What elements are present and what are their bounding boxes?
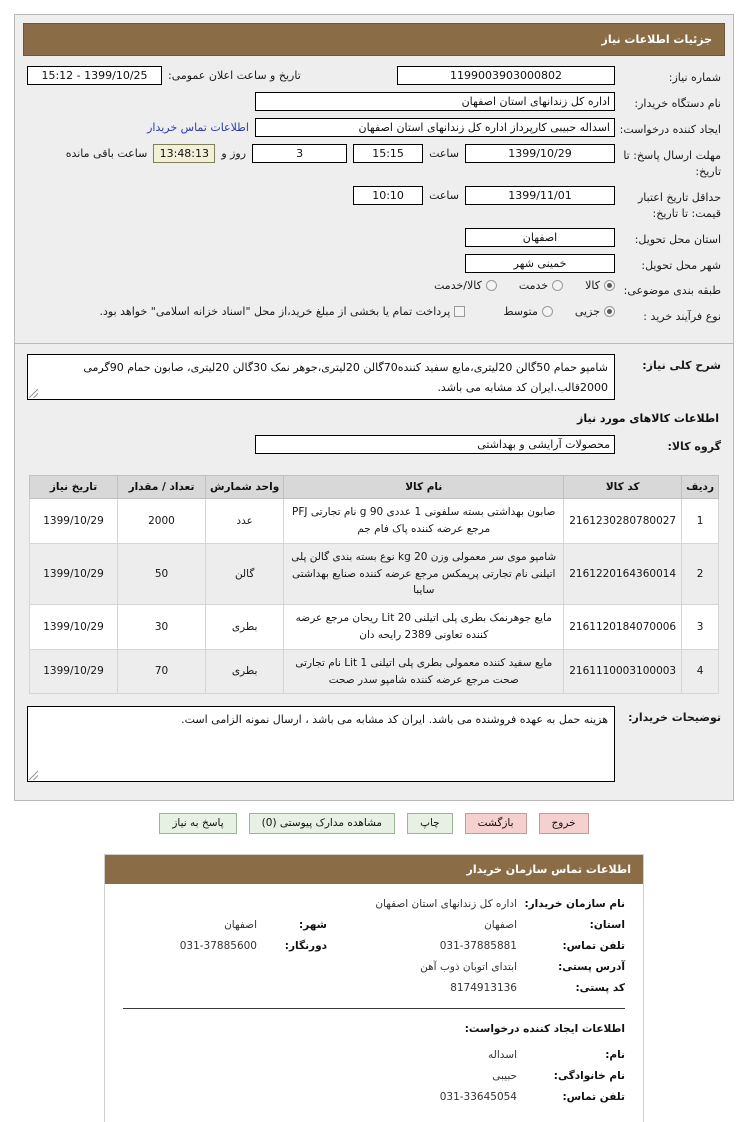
contact-postal-value: 8174913136	[450, 982, 517, 995]
classification-label: طبقه بندی موضوعی:	[623, 284, 721, 298]
row-purchase-process	[27, 305, 721, 325]
col-header-code: کد کالا	[564, 476, 682, 499]
row-description	[27, 354, 721, 400]
validity-hour-label: ساعت	[429, 188, 459, 202]
contact-fax-label: دورنگار:	[284, 940, 327, 953]
deadline-time-field[interactable]: 15:15	[353, 144, 423, 163]
validity-label: حداقل تاریخ اعتبار قیمت: تا تاریخ:	[637, 190, 721, 220]
buyer-notes-body	[15, 698, 733, 800]
contact-fax-value: 031-37885600	[179, 940, 257, 953]
description-body	[15, 344, 733, 473]
cell-qty: 30	[118, 605, 206, 650]
row-need-number	[27, 66, 721, 86]
contact-card-body	[105, 884, 643, 1122]
remaining-days-field[interactable]: 3	[252, 144, 347, 163]
description-label: شرح کلی نیاز:	[642, 359, 721, 373]
row-city	[27, 254, 721, 274]
exit-button[interactable]: خروج	[539, 813, 589, 834]
creator-section-title: اطلاعات ایجاد کننده درخواست:	[464, 1023, 625, 1036]
description-textarea[interactable]: شامپو حمام 50گالن 20لیتری،مایع سفید کننده70گالن 20لیتری،جوهر نمک 30گالن 20لیتری، صابون حمام 90گرمی 2000قالب.ایران کد مشابه می باشد.	[27, 354, 615, 400]
cell-date: 1399/10/29	[30, 499, 118, 544]
radio-kala-khedmat-icon[interactable]	[486, 280, 497, 291]
contact-postal-label: کد پستی:	[575, 982, 625, 995]
province-label: استان محل تحویل:	[634, 232, 721, 246]
cell-unit: گالن	[206, 543, 284, 604]
goods-table	[29, 475, 719, 694]
row-classification	[27, 279, 721, 299]
need-number-label: شماره نیاز:	[668, 71, 721, 84]
goods-table-head	[30, 476, 719, 499]
col-header-row: ردیف	[682, 476, 719, 499]
col-header-name: نام کالا	[284, 476, 564, 499]
contact-org-label: نام سازمان خریدار:	[524, 898, 625, 911]
radio-option-jozi[interactable]	[575, 305, 615, 318]
remaining-suffix-label: ساعت باقی مانده	[65, 146, 148, 160]
cell-name: صابون بهداشتی بسته سلفونی 1 عددی 90 g نام تجارتی PFJ مرجع عرضه کننده پاک فام جم	[284, 499, 564, 544]
notes-label: توضیحات خریدار:	[628, 711, 721, 725]
contact-phone-label: تلفن تماس:	[562, 940, 625, 953]
radio-jozi-icon[interactable]	[604, 306, 615, 317]
group-field[interactable]: محصولات آرایشی و بهداشتی	[255, 435, 615, 454]
cell-qty: 70	[118, 649, 206, 694]
contact-row-location	[123, 919, 625, 931]
cell-unit: بطری	[206, 649, 284, 694]
remaining-days-label: روز و	[221, 146, 247, 160]
respond-button[interactable]: پاسخ به نیاز	[159, 813, 236, 834]
radio-khedmat-icon[interactable]	[552, 280, 563, 291]
contact-row-creator-phone	[123, 1091, 625, 1103]
action-button-bar	[14, 801, 734, 848]
city-field[interactable]: خمینی شهر	[465, 254, 615, 273]
col-header-qty: تعداد / مقدار	[118, 476, 206, 499]
row-goods-group	[27, 435, 721, 455]
contact-row-address	[123, 961, 625, 973]
radio-kala-khedmat-label: کالا/خدمت	[434, 279, 482, 293]
radio-kala-icon[interactable]	[604, 280, 615, 291]
cell-row: 2	[682, 543, 719, 604]
contact-row-postal	[123, 982, 625, 994]
contact-address-label: آدرس پستی:	[558, 961, 625, 974]
buyer-contact-card	[104, 854, 644, 1122]
countdown-timer: 13:48:13	[153, 144, 215, 163]
contact-card-title: اطلاعات تماس سازمان خریدار	[105, 855, 643, 884]
cell-name: مایع سفید کننده معمولی بطری پلی اتیلنی 1 Lit نام تجارتی صحت مرجع عرضه کننده شامپو سدر صحت	[284, 649, 564, 694]
contact-row-first-name	[123, 1049, 625, 1061]
validity-time-field[interactable]: 10:10	[353, 186, 423, 205]
announce-datetime-field[interactable]: 1399/10/25 - 15:12	[27, 66, 162, 85]
cell-date: 1399/10/29	[30, 605, 118, 650]
cell-qty: 50	[118, 543, 206, 604]
treasury-checkbox-label: پرداخت تمام یا بخشی از مبلغ خرید،از محل "اسناد خزانه اسلامی" خواهد بود.	[99, 305, 451, 319]
creator-phone-value: 031-33645054	[439, 1091, 517, 1104]
contact-org-value: اداره کل زندانهای استان اصفهان	[375, 898, 517, 911]
contact-row-org	[123, 898, 625, 910]
radio-motevaset-icon[interactable]	[542, 306, 553, 317]
page-title: جزئیات اطلاعات نیاز	[23, 23, 725, 56]
table-row[interactable]	[30, 543, 719, 604]
process-label: نوع فرآیند خرید :	[643, 310, 721, 324]
radio-option-kala[interactable]	[585, 279, 615, 292]
col-header-unit: واحد شمارش	[206, 476, 284, 499]
radio-option-motevaset[interactable]	[503, 305, 553, 318]
province-field[interactable]: اصفهان	[465, 228, 615, 247]
table-row[interactable]	[30, 649, 719, 694]
creator-phone-label: تلفن تماس:	[562, 1091, 625, 1104]
need-details-body	[15, 56, 733, 343]
print-button[interactable]: چاپ	[407, 813, 453, 834]
announce-label: تاریخ و ساعت اعلان عمومی:	[168, 69, 301, 82]
creator-last-name-label: نام خانوادگی:	[553, 1070, 625, 1083]
city-label: شهر محل تحویل:	[641, 258, 721, 272]
contact-row-phone	[123, 940, 625, 952]
radio-kala-label: کالا	[585, 279, 600, 293]
radio-option-kala-khedmat[interactable]	[434, 279, 497, 292]
cell-unit: بطری	[206, 605, 284, 650]
radio-motevaset-label: متوسط	[503, 305, 538, 319]
cell-code: 2161230280780027	[564, 499, 682, 544]
view-attachments-button[interactable]: مشاهده مدارک پیوستی (0)	[249, 813, 395, 834]
radio-option-khedmat[interactable]	[519, 279, 563, 292]
creator-last-name-value: حبیبی	[492, 1070, 517, 1083]
contact-province-value: اصفهان	[484, 919, 517, 932]
radio-khedmat-label: خدمت	[518, 279, 549, 293]
cell-unit: عدد	[206, 499, 284, 544]
description-panel	[14, 344, 734, 801]
validity-date-field[interactable]: 1399/11/01	[465, 186, 615, 205]
creator-field[interactable]: اسداله حبیبی کارپرداز اداره کل زندانهای استان اصفهان	[255, 118, 615, 137]
cell-name: مایع جوهرنمک بطری پلی اتیلنی 20 Lit ریحان مرجع عرضه کننده تعاونی 2389 رایحه دان	[284, 605, 564, 650]
goods-section-title: اطلاعات کالاهای مورد نیاز	[577, 412, 719, 426]
contact-city-label: شهر:	[299, 919, 327, 932]
treasury-checkbox-icon[interactable]	[454, 306, 465, 317]
cell-row: 3	[682, 605, 719, 650]
creator-first-name-label: نام:	[605, 1049, 625, 1062]
creator-label: ایجاد کننده درخواست:	[619, 122, 721, 136]
contact-city-value: اصفهان	[224, 919, 257, 932]
cell-row: 1	[682, 499, 719, 544]
contact-phone-value: 031-37885881	[439, 940, 517, 953]
row-buyer-notes	[27, 706, 721, 782]
deadline-label: مهلت ارسال پاسخ: تا تاریخ:	[623, 148, 721, 178]
buyer-contact-link[interactable]: اطلاعات تماس خریدار	[147, 120, 249, 134]
cell-name: شامپو موی سر معمولی وزن 20 kg نوع بسته بندی گالن پلی اتیلنی نام تجارتی پریمکس مرجع عرضه کننده صنایع بهداشتی سایبا	[284, 543, 564, 604]
cell-code: 2161110003100003	[564, 649, 682, 694]
need-number-field[interactable]: 1199003903000802	[397, 66, 615, 85]
goods-table-body	[30, 499, 719, 694]
row-price-validity	[27, 186, 721, 222]
cell-qty: 2000	[118, 499, 206, 544]
table-row[interactable]	[30, 499, 719, 544]
back-button[interactable]: بازگشت	[465, 813, 527, 834]
row-buyer-org	[27, 92, 721, 112]
row-deadline	[27, 144, 721, 180]
buyer-org-field[interactable]: اداره کل زندانهای استان اصفهان	[255, 92, 615, 111]
row-creator	[27, 118, 721, 138]
cell-date: 1399/10/29	[30, 543, 118, 604]
cell-row: 4	[682, 649, 719, 694]
contact-province-label: استان:	[589, 919, 625, 932]
radio-jozi-label: جزیی	[574, 305, 600, 319]
contact-row-last-name	[123, 1070, 625, 1082]
buyer-notes-textarea[interactable]: هزینه حمل به عهده فروشنده می باشد. ایران کد مشابه می باشد ، ارسال نمونه الزامی است.	[27, 706, 615, 782]
goods-table-wrap	[15, 473, 733, 698]
cell-code: 2161220164360014	[564, 543, 682, 604]
creator-first-name-value: اسداله	[488, 1049, 517, 1062]
cell-code: 2161120184070006	[564, 605, 682, 650]
deadline-hour-label: ساعت	[429, 146, 459, 160]
goods-header-row	[30, 476, 719, 499]
group-label: گروه کالا:	[667, 440, 721, 454]
row-province	[27, 228, 721, 248]
table-row[interactable]	[30, 605, 719, 650]
contact-address-value: ابتدای اتوبان ذوب آهن	[420, 961, 517, 974]
need-details-panel	[14, 14, 734, 344]
checkbox-treasury-docs[interactable]	[100, 305, 466, 318]
col-header-date: تاریخ نیاز	[30, 476, 118, 499]
deadline-date-field[interactable]: 1399/10/29	[465, 144, 615, 163]
buyer-org-label: نام دستگاه خریدار:	[634, 96, 721, 110]
cell-date: 1399/10/29	[30, 649, 118, 694]
